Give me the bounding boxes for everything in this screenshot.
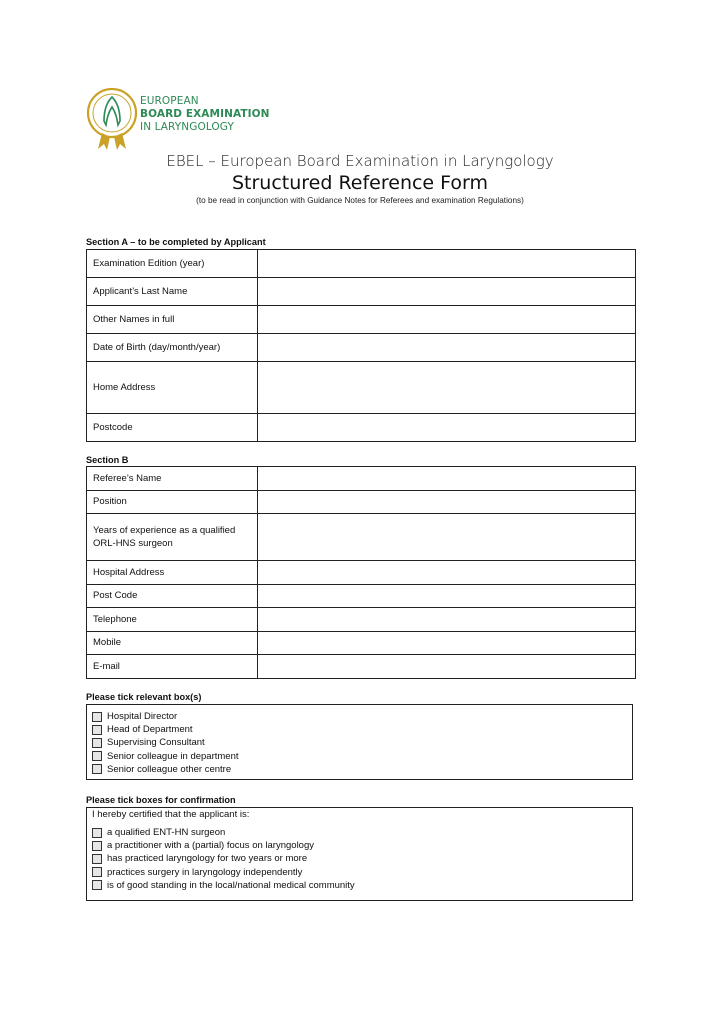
checkbox[interactable] (92, 764, 102, 774)
checkbox-label: practices surgery in laryngology independently (107, 866, 303, 878)
section-b-label: Section B (86, 455, 129, 465)
table-row (87, 334, 636, 362)
field-label: Date of Birth (day/month/year) (87, 334, 258, 362)
table-row (87, 250, 636, 278)
confirmation-box (86, 807, 633, 901)
field-label: E-mail (87, 655, 258, 679)
checkbox-row (92, 750, 627, 763)
checkbox-label: a qualified ENT-HN surgeon (107, 827, 226, 839)
table-row (87, 608, 636, 632)
table-row (87, 362, 636, 414)
referee-name-field[interactable] (258, 467, 636, 491)
table-row (87, 631, 636, 655)
table-row (87, 306, 636, 334)
checkbox[interactable] (92, 725, 102, 735)
field-label: Mobile (87, 631, 258, 655)
position-field[interactable] (258, 490, 636, 514)
postcode-field[interactable] (258, 414, 636, 442)
field-label: Applicant’s Last Name (87, 278, 258, 306)
relevant-label: Please tick relevant box(s) (86, 692, 202, 702)
checkbox-row (92, 710, 627, 723)
form-subtitle: (to be read in conjunction with Guidance Notes for Referees and examination Regulations) (196, 196, 524, 205)
table-row (87, 514, 636, 561)
checkbox[interactable] (92, 712, 102, 722)
table-row (87, 414, 636, 442)
checkbox[interactable] (92, 828, 102, 838)
checkbox-label: has practiced laryngology for two years or more (107, 853, 308, 865)
telephone-field[interactable] (258, 608, 636, 632)
checkbox[interactable] (92, 867, 102, 877)
last-name-field[interactable] (258, 278, 636, 306)
years-experience-field[interactable] (258, 514, 636, 561)
relevant-box (86, 704, 633, 780)
checkbox-label: Senior colleague in department (107, 750, 239, 762)
checkbox-row (92, 763, 627, 776)
post-code-field[interactable] (258, 584, 636, 608)
page-title: EBEL – European Board Examination in Laryngology (166, 152, 554, 170)
checkbox-row (92, 736, 627, 749)
other-names-field[interactable] (258, 306, 636, 334)
table-row (87, 655, 636, 679)
section-b-table (86, 466, 636, 679)
field-label: Years of experience as a qualified ORL-HNS surgeon (87, 514, 258, 561)
section-a-label: Section A – to be completed by Applicant (86, 237, 266, 247)
table-row (87, 278, 636, 306)
checkbox-row (92, 866, 627, 879)
checkbox-label: Supervising Consultant (107, 737, 205, 749)
checkbox-label: Hospital Director (107, 711, 178, 723)
email-field[interactable] (258, 655, 636, 679)
checkbox-row (92, 839, 627, 852)
field-label: Referee’s Name (87, 467, 258, 491)
checkbox[interactable] (92, 854, 102, 864)
field-label: Telephone (87, 608, 258, 632)
form-title: Structured Reference Form (231, 172, 489, 194)
logo-line-2: BOARD EXAMINATION (140, 108, 270, 120)
date-of-birth-field[interactable] (258, 334, 636, 362)
field-label: Home Address (87, 362, 258, 414)
table-row (87, 584, 636, 608)
field-label: Examination Edition (year) (87, 250, 258, 278)
field-label: Other Names in full (87, 306, 258, 334)
checkbox-row (92, 852, 627, 865)
checkbox[interactable] (92, 880, 102, 890)
section-a-table (86, 249, 636, 442)
checkbox-label: is of good standing in the local/national medical community (107, 879, 355, 891)
checkbox-label: Head of Department (107, 724, 193, 736)
laurel-emblem-icon (86, 85, 140, 153)
home-address-field[interactable] (258, 362, 636, 414)
checkbox[interactable] (92, 738, 102, 748)
logo-line-1: EUROPEAN (140, 95, 199, 107)
table-row (87, 467, 636, 491)
field-label: Hospital Address (87, 561, 258, 585)
checkbox[interactable] (92, 751, 102, 761)
hospital-address-field[interactable] (258, 561, 636, 585)
table-row (87, 561, 636, 585)
confirmation-label: Please tick boxes for confirmation (86, 795, 236, 805)
logo-line-3: IN LARYNGOLOGY (140, 121, 235, 133)
examination-edition-field[interactable] (258, 250, 636, 278)
checkbox-label: a practitioner with a (partial) focus on laryngology (107, 840, 314, 852)
confirmation-intro: I hereby certified that the applicant is: (92, 809, 250, 820)
logo (86, 85, 286, 153)
field-label: Post Code (87, 584, 258, 608)
checkbox-row (92, 826, 627, 839)
checkbox-label: Senior colleague other centre (107, 763, 232, 775)
field-label: Postcode (87, 414, 258, 442)
mobile-field[interactable] (258, 631, 636, 655)
checkbox[interactable] (92, 841, 102, 851)
table-row (87, 490, 636, 514)
checkbox-row (92, 879, 627, 892)
checkbox-row (92, 723, 627, 736)
field-label: Position (87, 490, 258, 514)
